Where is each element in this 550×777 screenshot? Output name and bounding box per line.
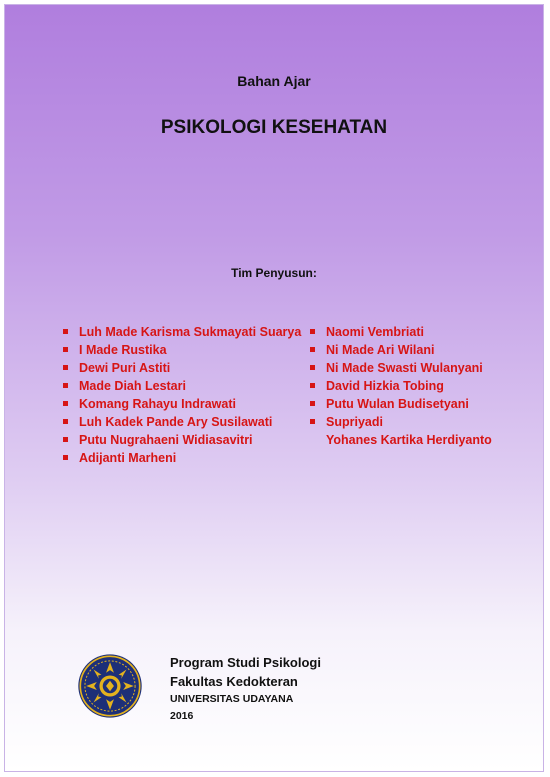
author-item: Putu Wulan Budisetyani	[310, 395, 492, 413]
author-item: Luh Made Karisma Sukmayati Suarya	[63, 323, 301, 341]
author-item: Komang Rahayu Indrawati	[63, 395, 301, 413]
program-name: Program Studi Psikologi	[170, 655, 321, 670]
author-item: Naomi Vembriati	[310, 323, 492, 341]
cover-subtitle: Bahan Ajar	[237, 73, 311, 89]
author-item: Yohanes Kartika Herdiyanto	[326, 433, 492, 447]
authors-list-right	[310, 323, 492, 449]
author-item: Supriyadi	[310, 413, 492, 431]
author-item: Made Diah Lestari	[63, 377, 301, 395]
author-item: I Made Rustika	[63, 341, 301, 359]
author-item: Luh Kadek Pande Ary Susilawati	[63, 413, 301, 431]
author-item: Putu Nugrahaeni Widiasavitri	[63, 431, 301, 449]
institution-block	[170, 653, 321, 725]
faculty-name: Fakultas Kedokteran	[170, 674, 298, 689]
book-cover	[4, 4, 544, 772]
author-item: David Hizkia Tobing	[310, 377, 492, 395]
author-item: Ni Made Swasti Wulanyani	[310, 359, 492, 377]
publication-year: 2016	[170, 710, 194, 722]
team-label: Tim Penyusun:	[231, 266, 317, 280]
cover-title: PSIKOLOGI KESEHATAN	[160, 117, 388, 138]
author-item: Ni Made Ari Wilani	[310, 341, 492, 359]
udayana-seal-icon	[77, 653, 143, 719]
author-item: Dewi Puri Astiti	[63, 359, 301, 377]
authors-list-left	[63, 323, 301, 467]
author-item: Adijanti Marheni	[63, 449, 301, 467]
university-name: UNIVERSITAS UDAYANA	[170, 693, 294, 705]
